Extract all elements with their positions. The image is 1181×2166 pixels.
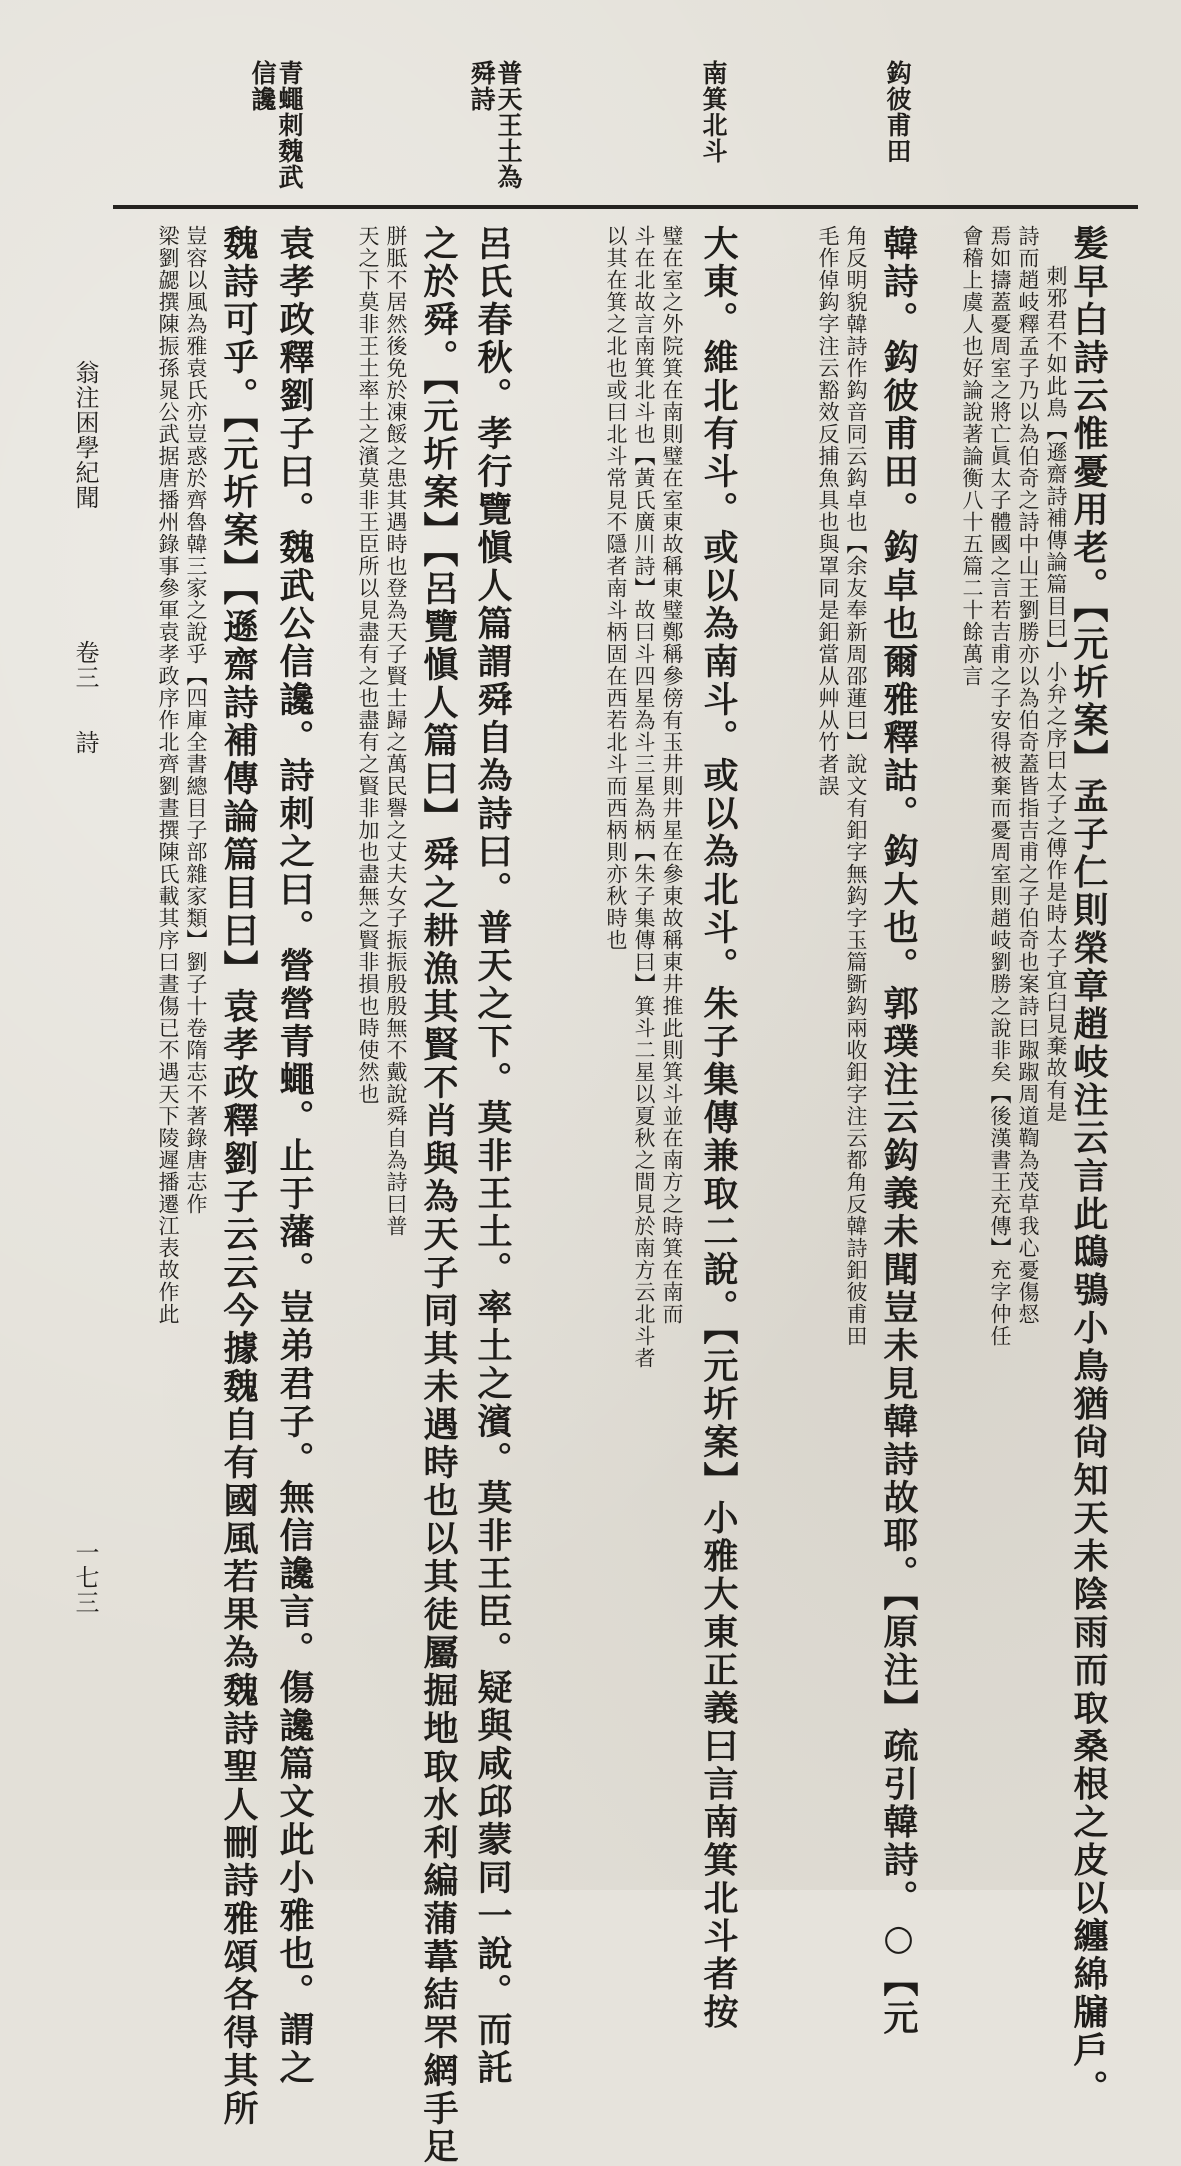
heading-1: 鈎彼甫田 (883, 60, 912, 164)
text-column: 斗在北故言南箕北斗也【黃氏廣川詩】故曰斗四星為斗三星為柄【朱子集傳曰】箕斗二星以夏秋之間見於南方云北斗者 (632, 225, 656, 1369)
text-column: 豈容以風為雅袁氏亦豈惑於齊魯韓三家之說乎【四庫全書總目子部雜家類】劉子十卷隋志不著錄唐志作 (184, 225, 208, 1215)
book-title: 翁注困學紀聞 (71, 360, 99, 510)
heading-3: 普天王土為舜詩 (467, 60, 523, 190)
text-column: 梁劉勰撰陳振孫晁公武据唐播州錄事參軍袁孝政序作北齊劉晝撰陳氏載其序曰晝傷已不遇天下陵遲播遷江表故作此 (156, 225, 180, 1325)
text-column: 焉如擣蓋憂周室之將亡眞太子體國之言若吉甫之子安得被棄而憂周室則趙岐劉勝之說非矣【後漢書王充傳】充字仲任 (988, 225, 1012, 1347)
text-column: 天之下莫非王土率土之濱莫非王臣所以見盡有之也盡有之賢非加也盡無之賢非損也時使然也 (356, 225, 380, 1105)
text-column: 袁孝政釋劉子曰。魏武公信讒。詩刺之曰。營營青蠅。止于藩。豈弟君子。無信讒言。傷讒篇文此小雅也。謂之 (274, 225, 315, 2087)
text-column: 髪早白詩云惟憂用老。【元圻案】孟子仁則榮章趙岐注云言此鴟鴞小鳥猶尙知天未陰雨而取桑根之皮以纏綿牖戶。 (1068, 225, 1109, 2108)
text-column: 會稽上虞人也好論說著論衡八十五篇二十餘萬言 (960, 225, 984, 687)
text-column: 角反明貌韓詩作鈎音同云鈎卓也【余友奉新周邵蓮曰】說文有鈤字無鈎字玉篇斵鈎兩收鈤字注云都角反韓詩鈤彼甫田 (844, 225, 868, 1347)
section-label: 詩 (71, 730, 99, 755)
text-column: 以其在箕之北也或曰北斗常見不隱者南斗柄固在西若北斗而西柄則亦秋時也 (604, 225, 628, 951)
heading-2: 南箕北斗 (699, 60, 728, 164)
text-column: 胼胝不居然後免於凍餒之患其遇時也登為天子賢士歸之萬民譽之丈夫女子振振殷殷無不戴說舜自為詩曰普 (384, 225, 408, 1237)
page-number: 一七三 (71, 1540, 99, 1615)
text-column: 詩而趙岐釋孟子乃以為伯奇之詩中山王劉勝亦以為伯奇蓋皆指吉甫之子伯奇也案詩曰踧踧周道鞫為茂草我心憂傷惄 (1016, 225, 1040, 1325)
text-column: 璧在室之外院箕在南則璧在室東故稱東璧鄭稱參傍有玉井則井星在參東故稱東井推此則箕斗並在南方之時箕在南而 (660, 225, 684, 1325)
text-column: 之於舜。【元圻案】【呂覽愼人篇曰】舜之耕漁其賢不肖與為天子同其未遇時也以其徒屬掘地取水利編蒲葦結罘網手足 (418, 225, 459, 2166)
volume-label: 卷三 (71, 640, 99, 690)
heading-4: 青蠅刺魏武信讒 (248, 60, 304, 190)
text-column: 呂氏春秋。孝行覽愼人篇謂舜自為詩曰。普天之下。莫非王土。率土之濱。莫非王臣。疑與咸邱蒙同一說。而託 (472, 225, 513, 2087)
text-column: 魏詩可乎。【元圻案】【遜齋詩補傳論篇目曰】袁孝政釋劉子云云今據魏自有國風若果為魏詩聖人刪詩雅頌各得其所 (218, 225, 259, 2128)
text-column: 大東。維北有斗。或以為南斗。或以為北斗。朱子集傳兼取二說。【元圻案】小雅大東正義曰言南箕北斗者按 (698, 225, 739, 2032)
text-column: 韓詩。鈎彼甫田。鈎卓也爾雅釋詁。鈎大也。郭璞注云鈎義未聞豈未見韓詩故耶。【原注】疏引韓詩。○【元 (878, 225, 919, 2038)
text-column: 刺邪君不如此鳥【遜齋詩補傳論篇目曰】小弁之序曰太子之傅作是時太子宜臼見棄故有是 (1044, 265, 1068, 1123)
text-column: 毛作倬鈎字注云豁效反捕魚具也與罩同是鈤當从艸从竹者誤 (816, 225, 840, 797)
header-rule (113, 205, 1138, 209)
